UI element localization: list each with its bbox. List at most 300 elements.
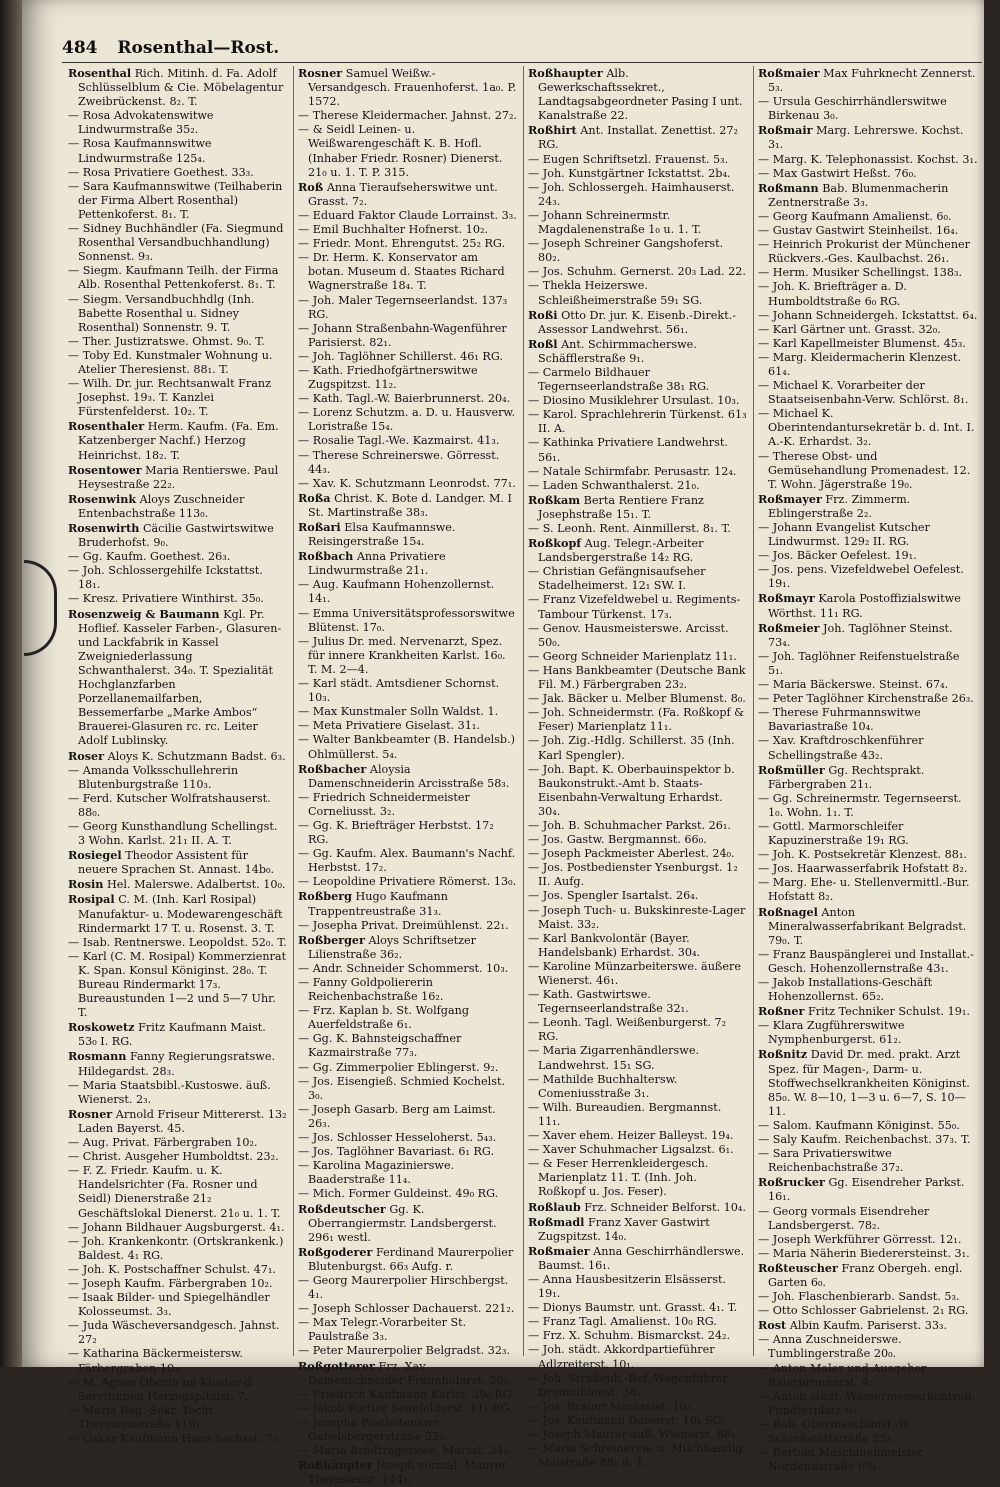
directory-entry — [528, 706, 747, 734]
entry-text: Siegm. Versandbuchhdlg (Inh. Babette Rosenthal u. Sidney Rosenthal) Sonnenstr. 9. T. — [78, 292, 255, 334]
page-number: 484 — [62, 38, 98, 58]
entry-surname: Rosner — [298, 66, 343, 80]
directory-entry — [528, 536, 747, 565]
directory-entry — [758, 1362, 978, 1390]
directory-entry — [758, 1175, 978, 1204]
directory-entry — [758, 549, 978, 563]
entry-text: Sara Privatierswitwe Reichenbachstraße 37₂. — [768, 1147, 904, 1175]
directory-entry — [298, 549, 517, 578]
entry-text: Dr. Herm. K. Konservator am botan. Museum d. Staates Richard Wagnerstraße 18₄. T. — [308, 251, 505, 293]
entry-text: Gg. Zimmerpolier Eblingerst. 9₂. — [312, 1060, 499, 1074]
entry-text: Aloysia Damenschneiderin Arcisstraße 58₃. — [308, 762, 510, 790]
entry-text: Jos. Eisengieß. Schmied Kochelst. 3₀. — [308, 1074, 505, 1102]
directory-entry — [298, 889, 517, 918]
directory-entry — [68, 1049, 287, 1078]
entry-text: Joseph Werkführer Görresst. 12₁. — [772, 1232, 962, 1246]
entry-text: Ferdinand Maurerpolier Blutenburgst. 66₃ Aufg. r. — [308, 1245, 514, 1273]
directory-entry — [298, 1103, 517, 1131]
directory-entry — [758, 224, 978, 238]
directory-entry — [758, 1147, 978, 1175]
directory-entry — [758, 1205, 978, 1233]
entry-text: Therese Obst- und Gemüsehandlung Promenadest. 12. T. Wohn. Jägerstraße 19₀. — [768, 449, 971, 491]
directory-entry — [298, 719, 517, 733]
directory-entry — [298, 1359, 517, 1388]
directory-entry — [298, 209, 517, 223]
directory-entry — [758, 167, 978, 181]
directory-entry — [68, 222, 287, 264]
entry-surname: Roßlaub — [528, 1199, 581, 1214]
directory-entry — [298, 1274, 517, 1302]
entry-text: Otto Dr. jur. K. Eisenb.-Direkt.-Assessor Landwehrst. 56₁. — [538, 308, 737, 336]
entry-surname: Rosner — [68, 1106, 113, 1121]
directory-entry — [758, 1446, 978, 1474]
entry-surname: Rosin — [68, 877, 104, 892]
entry-text: Fritz Techniker Schulst. 19₁. — [807, 1005, 970, 1019]
directory-entry — [528, 308, 747, 337]
entry-text: Joh. städt. Akkordpartieführer Adlzreiterst. 10₁. — [538, 1343, 715, 1371]
directory-entry — [758, 763, 978, 792]
entry-text: Fanny Goldpoliererin Reichenbachstraße 16₂. — [308, 976, 444, 1004]
entry-text: Xaver ehem. Heizer Balleyst. 19₄. — [542, 1129, 734, 1143]
directory-entry — [528, 522, 747, 536]
directory-entry — [298, 1202, 517, 1245]
directory-entry — [758, 238, 978, 266]
entry-text: Karola Postoffizialswitwe Wörthst. 11₁ RG. — [768, 592, 961, 620]
directory-entry — [298, 1416, 517, 1444]
column-4 — [754, 66, 984, 1474]
entry-text: Ant. Schirmmacherswe. Schäfflerstraße 9₁. — [538, 337, 697, 365]
entry-surname: Roßmadl — [528, 1214, 585, 1229]
entry-text: Emil Buchhalter Hofnerst. 10₂. — [312, 223, 489, 237]
directory-entry — [298, 123, 517, 179]
entry-text: Jos. Haarwasserfabrik Hofstatt 8₂. — [772, 862, 968, 876]
entry-text: Jos. Schlosser Hesseloherst. 5₄₃. — [312, 1131, 497, 1145]
directory-entry — [298, 762, 517, 791]
entry-surname: Roßbach — [298, 549, 354, 564]
entry-text: Karl Kapellmeister Blumenst. 45₃. — [772, 336, 966, 350]
entry-text: Christ. Ausgeher Humboldtst. 23₂. — [82, 1150, 279, 1164]
directory-entry — [528, 622, 747, 650]
column-3 — [524, 66, 754, 1470]
entry-text: Gg. Kaufm. Goethest. 26₃. — [82, 550, 231, 564]
entry-text: Franz Xaver Gastwirt Zugspitzst. 14₀. — [538, 1215, 710, 1243]
directory-entry — [528, 394, 747, 408]
directory-entry — [298, 677, 517, 705]
entry-text: Carmelo Bildhauer Tegernseerlandstraße 38₁ RG. — [538, 365, 710, 394]
directory-entry — [758, 1290, 978, 1304]
entry-surname: Roßa — [298, 490, 331, 505]
directory-entry — [298, 1032, 517, 1060]
directory-entry — [68, 492, 287, 521]
directory-entry — [758, 266, 978, 280]
directory-entry — [298, 1159, 517, 1187]
entry-surname: Roßmann — [758, 180, 819, 195]
entry-text: Sidney Buchhändler (Fa. Siegmund Rosenthal Versandbuchhandlung) Sonnenst. 9₃. — [78, 222, 284, 264]
entry-text: Karl Bankvolontär (Bayer. Handelsbank) Erhardst. 30₄. — [538, 931, 700, 959]
directory-entry — [68, 1020, 287, 1049]
directory-entry — [68, 1136, 287, 1150]
entry-text: Anna Hausbesitzerin Elsässerst. 19₁. — [538, 1272, 727, 1301]
entry-text: Frz. Xav. Damenschneider Fraunhoferst. 20₃. — [308, 1359, 512, 1387]
directory-entry — [298, 1388, 517, 1402]
entry-text: Johann Evangelist Kutscher Lindwurmst. 129₂ II. RG. — [768, 521, 930, 549]
entry-text: Albin Kaufm. Pariserst. 33₃. — [789, 1319, 948, 1333]
directory-entry — [758, 976, 978, 1004]
entry-surname: Roßhäupter — [298, 1458, 373, 1473]
directory-entry — [758, 1261, 978, 1290]
entry-text: Herm. Kaufm. (Fa. Em. Katzenberger Nachf.) Herzog Heinrichst. 18₂. T. — [78, 420, 279, 462]
entry-surname: Roser — [68, 748, 105, 763]
entry-surname: Roßgotterer — [298, 1358, 375, 1373]
directory-entry — [68, 820, 287, 848]
directory-entry — [298, 919, 517, 933]
entry-text: Aloys Schriftsetzer Lilienstraße 36₂. — [308, 933, 476, 961]
directory-entry — [758, 337, 978, 351]
entry-text: Jos. pens. Vizefeldwebel Oefelest. 19₁. — [768, 563, 964, 591]
entry-surname: Roßkam — [528, 492, 581, 507]
entry-text: Max Kunstmaler Solln Waldst. 1. — [312, 705, 499, 719]
entry-surname: Roßberger — [298, 932, 365, 947]
entry-text: Rich. Mitinh. d. Fa. Adolf Schlüsselblum & Cie. Möbelagentur Zweibrückenst. 8₂. T. — [78, 67, 284, 109]
directory-entry — [528, 988, 747, 1016]
entry-text: Max Telegr.-Vorarbeiter St. Paulstraße 3₃. — [308, 1316, 467, 1344]
directory-entry — [68, 66, 287, 109]
directory-entry — [528, 436, 747, 464]
entry-surname: Roß — [298, 179, 324, 194]
directory-entry — [528, 1044, 747, 1072]
directory-entry — [528, 1143, 747, 1157]
entry-text: Joh. Flaschenbierarb. Sandst. 5₃. — [772, 1290, 960, 1304]
directory-entry — [68, 1432, 287, 1446]
directory-entry — [68, 936, 287, 950]
entry-text: Therese Fuhrmannswitwe Bavariastraße 10₄. — [768, 706, 921, 734]
entry-surname: Roßmair — [758, 123, 813, 138]
entry-text: Frz. Schneider Belforst. 10₄. — [584, 1200, 746, 1214]
directory-entry — [528, 1428, 747, 1442]
directory-entry — [298, 477, 517, 491]
entry-text: Rosa Kaufmannswitwe Lindwurmstraße 125₄. — [78, 137, 212, 165]
entry-text: Anton städt. Wassermesserkontroll. Pündterplatz 6₃. — [768, 1389, 976, 1417]
directory-entry — [68, 419, 287, 462]
entry-text: Therese Schreinerswe. Görresst. 44₃. — [308, 448, 500, 476]
entry-text: Karl Gärtner unt. Grasst. 32₀. — [772, 322, 941, 336]
entry-text: Therese Kleidermacher. Jahnst. 27₂. — [312, 109, 517, 123]
entry-text: Johann Schreinermstr. Magdalenenstraße 1₀ u. 1. T. — [538, 208, 702, 237]
directory-entry — [758, 1019, 978, 1047]
entry-surname: Rosenwirth — [68, 521, 140, 535]
entry-text: Joh. Kunstgärtner Ickstattst. 2b₄. — [542, 166, 731, 180]
entry-text: Kath. Gastwirtswe. Tegernseerlandstraße 32₁. — [538, 988, 689, 1016]
entry-text: Leonh. Tagl. Weißenburgerst. 7₂ RG. — [538, 1016, 727, 1044]
entry-text: Saly Kaufm. Reichenbachst. 37₃. T. — [772, 1133, 971, 1147]
page-clip — [24, 560, 57, 656]
entry-text: Maria Staatsbibl.-Kustoswe. äuß. Wienerst. 2₃. — [78, 1078, 271, 1106]
entry-surname: Rost — [758, 1318, 787, 1333]
entry-text: Jos. Gastw. Bergmannst. 66₀. — [542, 833, 707, 847]
directory-entry — [758, 309, 978, 323]
directory-entry — [68, 137, 287, 165]
directory-entry — [758, 450, 978, 492]
entry-text: Franz Obergeh. engl. Garten 6₀. — [768, 1261, 963, 1289]
entry-text: Hugo Kaufmann Trappentreustraße 31₃. — [308, 890, 448, 918]
entry-text: Maria Näherin Biederersteinst. 3₁. — [772, 1246, 970, 1260]
entry-text: Rosa Advokatenswitwe Lindwurmstraße 35₂. — [78, 109, 214, 137]
entry-text: M. Agnes Oberin im Kloster d. Servitinnen Herzogspitalst. 7. — [78, 1375, 256, 1403]
entry-text: Klara Zugführerswitwe Nymphenburgerst. 61₂. — [768, 1019, 905, 1047]
entry-text: Joh. Taglöhner Steinst. 73₄. — [768, 621, 953, 649]
directory-entry — [68, 1347, 287, 1375]
entry-text: Katharina Bäckermeistersw. Färbergraben 10₂. — [78, 1347, 243, 1375]
directory-entry — [758, 1047, 978, 1118]
entry-text: Diosino Musiklehrer Ursulast. 10₃. — [542, 394, 740, 408]
directory-entry — [68, 1291, 287, 1319]
entry-text: Aug. Telegr.-Arbeiter Landsbergerstraße 14₂ RG. — [538, 537, 704, 565]
entry-text: Ther. Justizratswe. Ohmst. 9₀. T. — [82, 334, 265, 348]
directory-entry — [758, 351, 978, 379]
directory-entry — [298, 1145, 517, 1159]
directory-entry — [758, 323, 978, 337]
directory-entry — [758, 706, 978, 734]
entry-text: Christ. K. Bote d. Landger. M. I St. Martinstraße 38₃. — [308, 491, 512, 519]
entry-surname: Rosenthal — [68, 66, 132, 80]
entry-surname: Roskowetz — [68, 1020, 135, 1035]
directory-entry — [528, 1414, 747, 1428]
directory-entry — [298, 66, 517, 109]
running-head: Rosenthal—Rost. — [117, 38, 280, 58]
entry-text: Gg. Eisendreher Parkst. 16₁. — [768, 1176, 965, 1204]
directory-entry — [298, 109, 517, 123]
directory-entry — [528, 960, 747, 988]
entry-text: Wilh. Bureaudien. Bergmannst. 11₁. — [538, 1100, 722, 1128]
entry-text: Fanny Regierungsratswe. Hildegardst. 28₃. — [78, 1050, 276, 1078]
entry-text: Anton Maler und Ausgeher Baierbrunnerst. 4₂. — [768, 1361, 927, 1389]
directory-entry — [298, 847, 517, 875]
entry-text: Arnold Friseur Mittererst. 13₂ Laden Bayerst. 45. — [78, 1107, 287, 1135]
entry-text: Joh. Taglöhner Schillerst. 46₁ RG. — [312, 349, 503, 363]
directory-entry — [298, 449, 517, 477]
entry-text: Xav. K. Schutzmann Leonrodst. 77₁. — [312, 476, 516, 490]
directory-entry — [68, 764, 287, 792]
entry-text: Elsa Kaufmannswe. Reisingerstraße 15₄. — [308, 521, 456, 549]
entry-text: Julius Dr. med. Nervenarzt, Spez. für innere Krankheiten Karlst. 16₀. T. M. 2—4. — [308, 634, 506, 676]
directory-entry — [528, 932, 747, 960]
entry-text: Toby Ed. Kunstmaler Wohnung u. Atelier Theresienst. 88₁. T. — [78, 348, 273, 376]
entry-text: Siegm. Kaufmann Teilh. der Firma Alb. Rosenthal Pettenkoferst. 8₁. T. — [78, 264, 279, 292]
entry-surname: Rosmann — [68, 1049, 127, 1064]
entry-text: Hans Bankbeamter (Deutsche Bank Fil. M.) Färbergraben 23₂. — [538, 663, 746, 692]
entry-text: Rosalie Tagl.-We. Kazmairst. 41₃. — [312, 434, 500, 448]
directory-entry — [68, 1404, 287, 1432]
entry-text: Aug. Privat. Färbergraben 10₂. — [82, 1136, 258, 1150]
directory-entry — [528, 565, 747, 593]
directory-entry — [528, 1244, 747, 1273]
entry-text: Georg Kunsthandlung Schellingst. 3 Wohn. Karlst. 21₁ II. A. T. — [78, 819, 278, 848]
directory-entry — [528, 1157, 747, 1199]
entry-surname: Roßmüller — [758, 762, 825, 777]
directory-entry — [528, 1372, 747, 1400]
entry-surname: Roßberg — [298, 889, 352, 904]
entry-text: Herm. Musiker Schellingst. 138₃. — [772, 266, 963, 280]
entry-text: Aug. Kaufmann Hohenzollernst. 14₁. — [308, 578, 495, 606]
entry-text: Wilh. Dr. jur. Rechtsanwalt Franz Josephst. 19₃. T. Kanzlei Fürstenfelderst. 10₂. T. — [78, 377, 272, 419]
directory-entry — [528, 847, 747, 861]
entry-surname: Roßari — [298, 520, 341, 534]
directory-entry — [68, 564, 287, 592]
directory-entry — [528, 819, 747, 833]
column-1 — [64, 66, 294, 1445]
entry-surname: Roßmayer — [758, 491, 822, 506]
entry-text: Amanda Volksschullehrerin Blutenburgstraße 110₃. — [78, 763, 239, 791]
entry-text: Georg Kaufmann Amalienst. 6₀. — [772, 209, 952, 223]
page-header — [62, 38, 279, 58]
directory-entry — [298, 1131, 517, 1145]
entry-text: C. M. (Inh. Karl Rosipal) Manufaktur- u. Modewarengeschäft Rindermarkt 17 T. u. Rosenst. 3. T. — [78, 893, 283, 935]
directory-entry — [68, 1277, 287, 1291]
directory-entry — [68, 293, 287, 335]
entry-text: Eduard Faktor Claude Lorrainst. 3₃. — [312, 208, 517, 222]
entry-text: Berta Rentiere Franz Josephstraße 15₁. T. — [538, 493, 704, 521]
entry-text: Kath. Friedhofgärtnerswitwe Zugspitzst. 11₂. — [308, 363, 478, 392]
entry-surname: Roßdeutscher — [298, 1201, 386, 1216]
entry-text: Karolina Magazinierswe. Baaderstraße 11₄. — [308, 1159, 455, 1187]
entry-text: Juda Wäscheversandgesch. Jahnst. 27₂ — [78, 1319, 280, 1347]
entry-text: Joh. Taglöhner Reifenstuelstraße 5₁. — [768, 649, 960, 677]
entry-text: Natale Schirmfabr. Perusastr. 12₄. — [542, 464, 737, 478]
entry-text: Sara Kaufmannswitwe (Teilhaberin der Firma Albert Rosenthal) Pettenkoferst. 8₁. T. — [78, 179, 283, 221]
directory-entry — [298, 1187, 517, 1201]
book-binding — [0, 0, 22, 1367]
entry-text: Otto Schlosser Gabrielenst. 2₁ RG. — [772, 1304, 969, 1318]
entry-text: Marg. Lehrerswe. Kochst. 3₁. — [768, 124, 964, 152]
directory-entry — [528, 889, 747, 903]
entry-surname: Roßgoderer — [298, 1244, 373, 1259]
directory-entry — [298, 1458, 517, 1487]
directory-entry — [298, 1245, 517, 1274]
directory-entry — [298, 1075, 517, 1103]
directory-entry — [298, 1444, 517, 1458]
entry-text: Frz. Zimmerm. Eblingerstraße 2₂. — [768, 492, 911, 520]
entry-text: Franz Bauspänglerei und Installat.-Gesch. Hohenzollernstraße 43₁. — [768, 947, 974, 975]
directory-entry — [528, 1329, 747, 1343]
directory-entry — [528, 593, 747, 621]
entry-text: Fritz Kaufmann Maist. 53₀ I. RG. — [78, 1021, 266, 1049]
entry-text: Lorenz Schutzm. a. D. u. Hausverw. Loristraße 15₄. — [308, 406, 516, 434]
entry-text: Joseph Schreiner Gangshoferst. 80₂. — [538, 237, 724, 265]
directory-entry — [68, 607, 287, 749]
directory-entry — [298, 1316, 517, 1344]
entry-text: Joseph Maurer äuß. Wienerst. 88₁. — [542, 1428, 740, 1441]
entry-text: Gottl. Marmorschleifer Kapuzinerstraße 19₁ RG. — [768, 819, 909, 848]
entry-text: Jos. Kaufmann Daiserst. 16₁ SG. — [542, 1413, 725, 1427]
directory-entry — [758, 820, 978, 848]
directory-entry — [528, 692, 747, 706]
directory-entry — [298, 520, 517, 549]
directory-entry — [68, 1235, 287, 1263]
entry-text: Samuel Weißw.-Versandgesch. Frauenhoferst. 1a₀. P. 1572. — [308, 67, 517, 109]
directory-entry — [758, 66, 978, 95]
column-2 — [294, 66, 524, 1487]
entry-text: Jos. Taglöhner Bavariast. 6₁ RG. — [312, 1145, 494, 1159]
directory-entry — [298, 962, 517, 976]
directory-entry — [68, 349, 287, 377]
directory-entry — [68, 1079, 287, 1107]
header-rule — [62, 62, 982, 63]
entry-text: Gustav Gastwirt Steinheilst. 16₄. — [772, 224, 959, 238]
entry-text: Friedrich Kaufmann Karlst. 39₀ RG. — [312, 1387, 515, 1401]
directory-entry — [298, 350, 517, 364]
directory-entry — [528, 1129, 747, 1143]
directory-entry — [528, 1301, 747, 1315]
entry-text: Michael K. Oberintendantursekretär b. d. Int. I. A.-K. Erhardst. 3₂. — [768, 407, 975, 449]
entry-text: Eugen Schriftsetzl. Frauenst. 5₃. — [542, 152, 729, 166]
directory-entry — [298, 491, 517, 520]
directory-entry — [298, 251, 517, 293]
entry-text: Maria Bäckerswe. Steinst. 67₄. — [772, 678, 949, 692]
directory-entry — [68, 950, 287, 1020]
directory-entry — [528, 493, 747, 522]
directory-entry — [68, 1150, 287, 1164]
entry-text: Jos. Brauer Morassist. 16₂. — [542, 1399, 695, 1413]
directory-entry — [758, 650, 978, 678]
directory-entry — [298, 434, 517, 448]
entry-text: Maria Rentierswe. Paul Heysestraße 22₂. — [78, 463, 279, 491]
directory-entry — [298, 976, 517, 1004]
directory-entry — [298, 705, 517, 719]
entry-text: Joh. Straßenb.-Ref.-Wagenführer Dreimühlenst. 38₁. — [538, 1371, 728, 1399]
directory-entry — [528, 664, 747, 692]
entry-text: Karl (C. M. Rosipal) Kommerzienrat K. Span. Konsul Königinst. 28₀. T. Bureau Rindermarkt 17₃. Bureaustunden 1—2 und 5—7 Uhr. T. — [78, 949, 287, 1020]
directory-entry — [758, 1318, 978, 1333]
directory-entry — [758, 1004, 978, 1019]
directory-entry — [528, 861, 747, 889]
entry-text: Mathilde Buchhaltersw. Comeniusstraße 3₁. — [538, 1072, 678, 1100]
directory-entry — [528, 209, 747, 237]
directory-entry — [68, 1107, 287, 1136]
entry-text: S. Leonh. Rent. Ainmillerst. 8₁. T. — [542, 522, 731, 535]
directory-entry — [528, 465, 747, 479]
entry-text: Anna Privatiere Lindwurmstraße 21₁. — [308, 550, 446, 578]
directory-entry — [528, 1101, 747, 1129]
directory-entry — [528, 279, 747, 307]
directory-entry — [68, 264, 287, 292]
directory-entry — [758, 123, 978, 152]
directory-entry — [758, 1133, 978, 1147]
directory-entry — [528, 734, 747, 762]
directory-entry — [528, 904, 747, 932]
directory-entry — [298, 1344, 517, 1358]
directory-entry — [528, 1215, 747, 1244]
directory-entry — [68, 792, 287, 820]
entry-text: Ferd. Kutscher Wolfratshauserst. 88₀. — [78, 791, 271, 819]
directory-entry — [528, 1343, 747, 1371]
directory-entry — [298, 180, 517, 209]
directory-entry — [758, 95, 978, 123]
directory-page — [22, 0, 984, 1487]
directory-entry — [528, 650, 747, 664]
entry-text: Johann Straßenbahn-Wagenführer Parisierst. 82₁. — [308, 321, 507, 349]
entry-text: Franz Vizefeldwebel u. Regiments-Tambour Türkenst. 17₃. — [538, 593, 741, 621]
entry-text: Marg. Kleidermacherin Klenzest. 61₄. — [768, 350, 961, 378]
directory-entry — [758, 492, 978, 521]
directory-entry — [758, 379, 978, 407]
directory-entry — [758, 1304, 978, 1318]
entry-text: Leopoldine Privatiere Römerst. 13₀. — [312, 875, 517, 889]
directory-entry — [528, 167, 747, 181]
directory-entry — [68, 550, 287, 564]
entry-text: Joseph Schlosser Dachauerst. 221₂. — [312, 1302, 515, 1316]
entry-text: Kath. Tagl.-W. Baierbrunnerst. 20₄. — [312, 392, 511, 406]
entry-text: Maria Briefträgerswe. Marsst. 34₂. — [312, 1444, 512, 1458]
